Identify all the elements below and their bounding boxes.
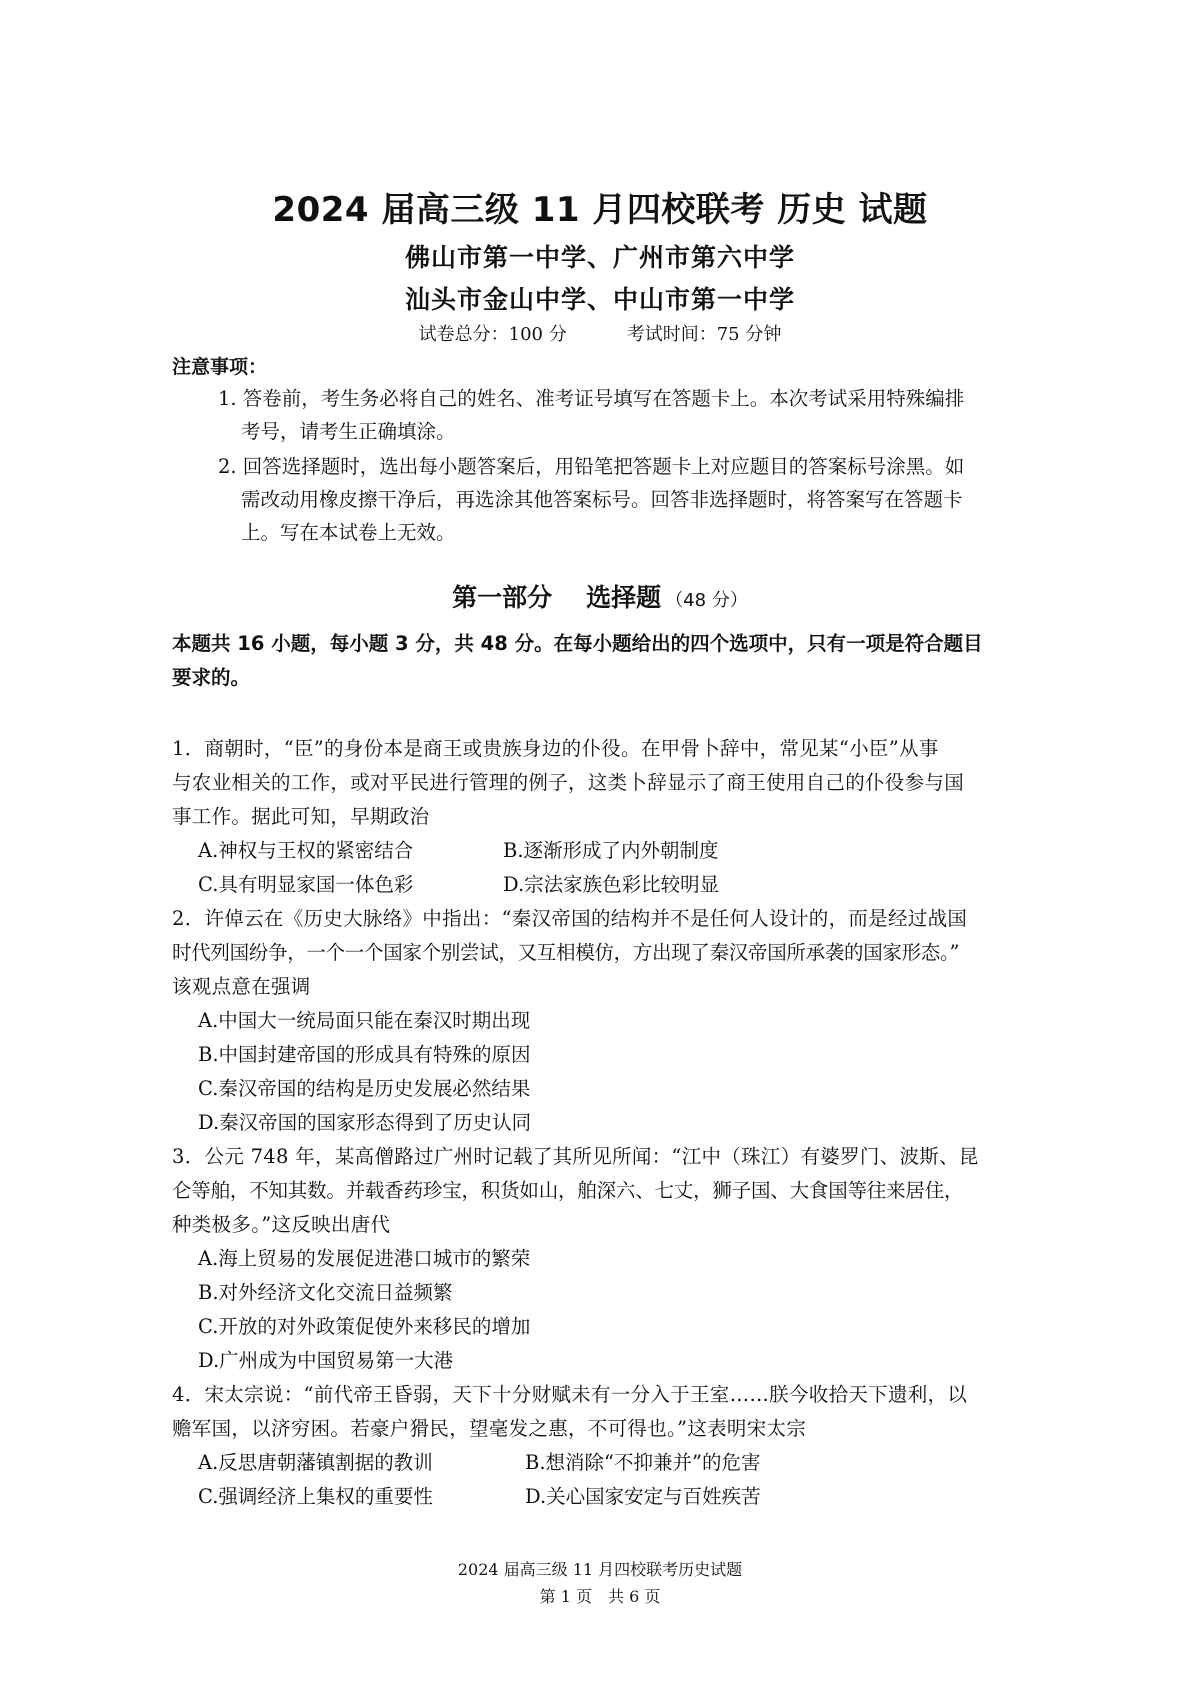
q1-option-d: D.宗法家族色彩比较明显	[503, 873, 720, 896]
section-title	[0, 578, 1200, 614]
q3-stem-line-1: 3．公元 748 年，某高僧路过广州时记载了其所见所闻：“江中（珠江）有婆罗门、波斯、昆	[172, 1145, 979, 1168]
exam-time: 考试时间：75 分钟	[626, 324, 782, 345]
section-name: 选择题	[586, 583, 662, 612]
q2-option-b: B.中国封建帝国的形成具有特殊的原因	[198, 1043, 531, 1066]
note-2-line-3: 上。写在本试卷上无效。	[241, 521, 456, 544]
footer-page: 第 1 页 共 6 页	[539, 1587, 661, 1606]
note-1-line-2: 考号，请考生正确填涂。	[241, 420, 456, 443]
q3-option-c: C.开放的对外政策促使外来移民的增加	[198, 1315, 531, 1338]
q3-option-a: A.海上贸易的发展促进港口城市的繁荣	[198, 1247, 531, 1270]
note-2-line-2: 需改动用橡皮擦干净后，再选涂其他答案标号。回答非选择题时，将答案写在答题卡	[241, 488, 963, 511]
q1-option-b: B.逐渐形成了内外朝制度	[503, 839, 719, 862]
school-line-1: 佛山市第一中学、广州市第六中学	[404, 243, 795, 272]
q1-option-a: A.神权与王权的紧密结合	[198, 839, 414, 862]
q1-stem-line-3: 事工作。据此可知，早期政治	[172, 805, 430, 828]
exam-title: 2024 届高三级 11 月四校联考 历史 试题	[272, 190, 928, 230]
note-1-line-1: 1. 答卷前，考生务必将自己的姓名、准考证号填写在答题卡上。本次考试采用特殊编排	[218, 387, 965, 410]
q3-option-d: D.广州成为中国贸易第一大港	[198, 1349, 454, 1372]
q2-stem-line-3: 该观点意在强调	[172, 975, 311, 998]
note-2-line-1: 2. 回答选择题时，选出每小题答案后，用铅笔把答题卡上对应题目的答案标号涂黑。如	[218, 455, 965, 478]
q2-option-d: D.秦汉帝国的国家形态得到了历史认同	[198, 1111, 532, 1134]
q2-stem-line-1: 2．许倬云在《历史大脉络》中指出：“秦汉帝国的结构并不是任何人设计的，而是经过战国	[172, 907, 968, 930]
q2-option-c: C.秦汉帝国的结构是历史发展必然结果	[198, 1077, 531, 1100]
total-score: 试卷总分：100 分	[418, 324, 567, 345]
section-instructions-line-2: 要求的。	[172, 666, 251, 689]
q4-option-c: C.强调经济上集权的重要性	[198, 1485, 433, 1508]
q2-stem-line-2: 时代列国纷争，一个一个国家个别尝试，又互相模仿，方出现了秦汉帝国所承袭的国家形态。”	[172, 941, 960, 964]
q4-option-d: D.关心国家安定与百姓疾苦	[525, 1485, 761, 1508]
q3-stem-line-2: 仑等舶，不知其数。并载香药珍宝，积货如山，舶深六、七丈，狮子国、大食国等往来居住，	[172, 1179, 964, 1202]
q1-stem-line-2: 与农业相关的工作，或对平民进行管理的例子，这类卜辞显示了商王使用自己的仆役参与国	[172, 771, 965, 794]
section-instructions-line-1: 本题共 16 小题，每小题 3 分，共 48 分。在每小题给出的四个选项中，只有一项是符合题目	[172, 632, 983, 655]
exam-meta	[0, 320, 1200, 346]
q4-stem-line-2: 赡军国，以济穷困。若豪户猾民，望毫发之惠，不可得也。”这表明宋太宗	[172, 1417, 807, 1440]
footer-title: 2024 届高三级 11 月四校联考历史试题	[457, 1560, 743, 1579]
q3-option-b: B.对外经济文化交流日益频繁	[198, 1281, 453, 1304]
q4-option-b: B.想消除“不抑兼并”的危害	[525, 1451, 761, 1474]
q4-stem-line-1: 4．宋太宗说：“前代帝王昏弱，天下十分财赋未有一分入于王室……朕今收拾天下遗利，以	[172, 1383, 968, 1406]
q1-option-c: C.具有明显家国一体色彩	[198, 873, 414, 896]
section-part: 第一部分	[452, 583, 553, 612]
q2-option-a: A.中国大一统局面只能在秦汉时期出现	[198, 1009, 531, 1032]
section-score: （48 分）	[665, 590, 748, 611]
q1-stem-line-1: 1．商朝时，“臣”的身份本是商王或贵族身边的仆役。在甲骨卜辞中，常见某“小臣”从事	[172, 737, 939, 760]
notes-title: 注意事项：	[172, 356, 268, 378]
q4-option-a: A.反思唐朝藩镇割据的教训	[198, 1451, 433, 1474]
school-line-2: 汕头市金山中学、中山市第一中学	[404, 285, 795, 314]
q3-stem-line-3: 种类极多。”这反映出唐代	[172, 1213, 391, 1236]
